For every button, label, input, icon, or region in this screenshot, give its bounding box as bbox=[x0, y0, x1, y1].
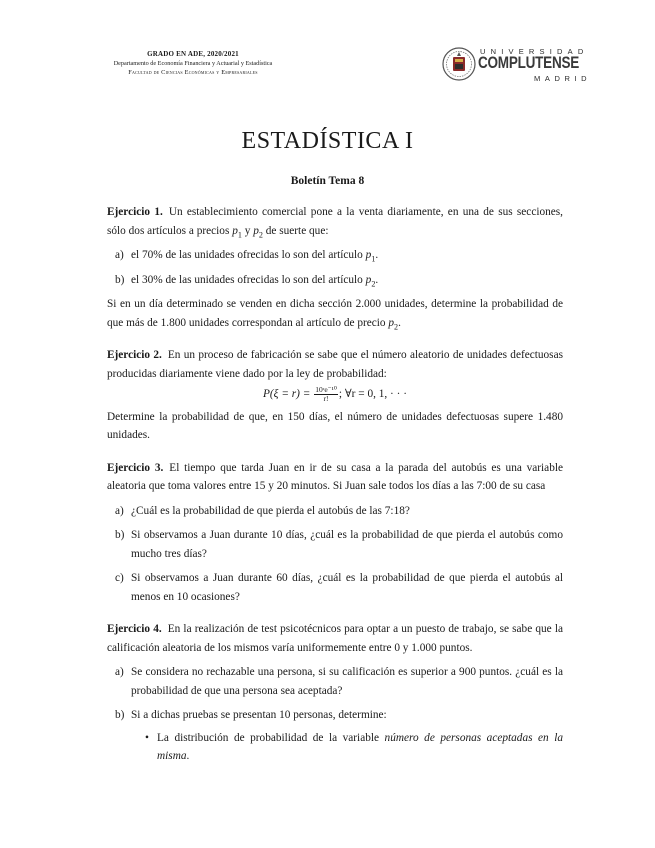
header-info bbox=[78, 50, 308, 77]
university-logo bbox=[442, 47, 592, 83]
header-faculty: Facultad de Ciencias Económicas y Empresariales bbox=[128, 69, 258, 76]
exercise-4-subitems bbox=[131, 729, 563, 766]
logo-complutense: COMPLUTENSE bbox=[478, 54, 580, 72]
exercise-2-intro: Ejercicio 2. En un proceso de fabricación se sabe que el número aleatorio de unidades defectuosas producidas diariamente viene dado por la ley de probabilidad: bbox=[107, 349, 563, 380]
list-item: a) ¿Cuál es la probabilidad de que pierda el autobús de las 7:18? bbox=[115, 504, 410, 517]
exercise-1-closing: Si en un día determinado se venden en dicha sección 2.000 unidades, determine la probabilidad de que más de 1.800 unidades correspondan al artículo de precio $p_2$. bbox=[107, 298, 563, 331]
list-item: b) el 30% de las unidades ofrecidas lo son del artículo $p_2$. bbox=[115, 273, 379, 288]
university-seal-icon bbox=[442, 47, 476, 81]
exercise-2-closing: Determine la probabilidad de que, en 150 días, el número de unidades defectuosas supere 1.480 unidades. bbox=[107, 410, 563, 441]
list-item: a) el 70% de las unidades ofrecidas lo son del artículo $p_1$. bbox=[115, 249, 379, 264]
list-item: • La distribución de probabilidad de la variable número de personas aceptadas en la misma. bbox=[131, 729, 563, 766]
formula-fraction: $\frac{\text{10ʳe⁻¹⁰}}{r!}$ bbox=[315, 384, 337, 403]
list-item: c) Si observamos a Juan durante 60 días, ¿cuál es la probabilidad de que pierda el autobús al menos en 10 ocasiones? bbox=[115, 572, 563, 603]
list-item: b) Si observamos a Juan durante 10 días, ¿cuál es la probabilidad de que pierda el autobús como mucho tres días? bbox=[115, 529, 563, 560]
page-subtitle: Boletín Tema 8 bbox=[290, 175, 365, 187]
list-item: a) Se considera no rechazable una persona, si su calificación es superior a 900 puntos. ¿cuál es la probabilidad de que una persona sea aceptada? bbox=[115, 666, 563, 697]
exercise-3-items bbox=[107, 502, 563, 607]
exercise-2 bbox=[107, 346, 563, 445]
exercise-4-label: Ejercicio 4. bbox=[107, 623, 162, 635]
exercise-4 bbox=[107, 620, 563, 766]
exercise-list bbox=[107, 203, 563, 780]
exercise-1-items bbox=[107, 246, 563, 289]
probability-formula: P(ξ = r) = $\frac{\text{10ʳe⁻¹⁰}}{r!}$ ; ∀r = 0, 1, · · · bbox=[263, 384, 407, 403]
logo-universidad: UNIVERSIDAD bbox=[480, 47, 589, 56]
page-title: ESTADÍSTICA I bbox=[241, 128, 414, 154]
list-item: b) Si a dichas pruebas se presentan 10 personas, determine: • La distribución de probabilidad de la variable número de personas aceptadas en la misma. bbox=[107, 706, 563, 766]
exercise-1-intro: Ejercicio 1. Un establecimiento comercial pone a la venta diariamente, en una de sus secciones, sólo dos artículos a precios $p_1$ y $p_2$ de suerte que: bbox=[107, 206, 564, 239]
logo-madrid: MADRID bbox=[534, 74, 592, 83]
exercise-4-items bbox=[107, 663, 563, 766]
exercise-1-label: Ejercicio 1. bbox=[107, 206, 163, 218]
exercise-4-intro: Ejercicio 4. En la realización de test psicotécnicos para optar a un puesto de trabajo, se sabe que la calificación aleatoria de los mismos varía uniformemente entre 0 y 1.000 puntos. bbox=[107, 623, 563, 654]
exercise-3 bbox=[107, 459, 563, 607]
exercise-3-label: Ejercicio 3. bbox=[107, 461, 164, 474]
header-department: Departamento de Economía Financiera y Actuarial y Estadística bbox=[113, 60, 273, 67]
exercise-2-label: Ejercicio 2. bbox=[107, 349, 162, 361]
bullet-icon: • bbox=[145, 731, 149, 744]
exercise-1 bbox=[107, 203, 563, 332]
header-degree: GRADO EN ADE, 2020/2021 bbox=[147, 50, 239, 58]
exercise-3-intro: Ejercicio 3. El tiempo que tarda Juan en ir de su casa a la parada del autobús es una variable aleatoria que toma valores entre 15 y 20 minutos. Si Juan sale todos los días a las 7:00 de su casa bbox=[107, 461, 563, 492]
